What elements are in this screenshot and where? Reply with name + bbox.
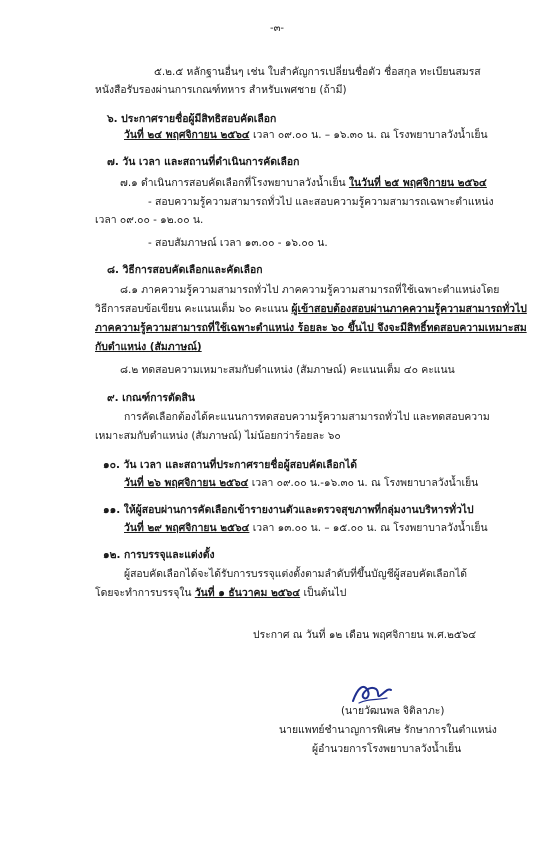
page-number: -๓- <box>269 23 285 34</box>
section-10-detail: เวลา ๐๙.๐๐ น.-๑๖.๓๐ น. ณ โรงพยาบาลวังน้ำเย็น <box>248 477 479 489</box>
section-8-line2 <box>95 302 527 316</box>
section-11-heading: ๑๑. ให้ผู้สอบผ่านการคัดเลือกเข้ารายงานตัวและตรวจสุขภาพที่กลุ่มงานบริหารทั่วไป <box>103 504 474 516</box>
announcement-date: ประกาศ ณ วันที่ ๑๒ เดือน พฤศจิกายน พ.ศ.๒๕๖๔ <box>253 629 477 641</box>
section-12-heading: ๑๒. การบรรจุและแต่งตั้ง <box>103 549 215 561</box>
section-8-text: วิธีการสอบข้อเขียน คะแนนเต็ม ๖๐ คะแนน <box>95 303 292 315</box>
section-6-date: วันที่ ๒๔ พฤศจิกายน ๒๕๖๔ <box>124 129 250 141</box>
section-7-line1 <box>120 176 487 190</box>
section-10-date: วันที่ ๒๖ พฤศจิกายน ๒๕๖๔ <box>124 477 249 489</box>
section-12-line2 <box>95 586 346 600</box>
signature-scribble <box>350 679 394 707</box>
section-7-text: ๗.๑ ดำเนินการสอบคัดเลือกที่โรงพยาบาลวังน้ำเย็น <box>120 177 349 189</box>
section-7-line3: เวลา ๐๙.๐๐ - ๑๒.๐๐ น. <box>95 214 204 226</box>
signatory-name: (นายวัฒนพล จิติลาภะ) <box>341 705 445 717</box>
section-9-heading: ๙. เกณฑ์การตัดสิน <box>107 392 195 404</box>
section-12-text: โดยจะทำการบรรจุใน <box>95 587 195 599</box>
section-12-tail: เป็นต้นไป <box>300 587 347 599</box>
section-9-line1: การคัดเลือกต้องได้คะแนนการทดสอบความรู้ความสามารถทั่วไป และทดสอบความ <box>124 411 490 423</box>
section-6-detail: เวลา ๐๙.๐๐ น. – ๑๖.๓๐ น. ณ โรงพยาบาลวังน้ำเย็น <box>249 129 488 141</box>
section-11-body <box>124 521 488 535</box>
section-11-detail: เวลา ๑๓.๐๐ น. – ๑๕.๐๐ น. ณ โรงพยาบาลวังน้ำเย็น <box>249 522 488 534</box>
section-8-requirement: ผู้เข้าสอบต้องสอบผ่านภาคความรู้ความสามารถทั่วไป <box>291 303 527 315</box>
section-7-line4: - สอบสัมภาษณ์ เวลา ๑๓.๐๐ - ๑๖.๐๐ น. <box>148 237 328 249</box>
section-8-heading: ๘. วิธีการสอบคัดเลือกและคัดเลือก <box>107 264 263 276</box>
section-8-line1: ๘.๑ ภาคความรู้ความสามารถทั่วไป ภาคความรู้ความสามารถที่ใช้เฉพาะตำแหน่งโดย <box>120 284 500 296</box>
section-12-date: วันที่ ๑ ธันวาคม ๒๕๖๔ <box>194 587 301 599</box>
signatory-position-1: นายแพทย์ชำนาญการพิเศษ รักษาการในตำแหน่ง <box>279 724 497 736</box>
section-12-line1: ผู้สอบคัดเลือกได้จะได้รับการบรรจุแต่งตั้งตามลำดับที่ขึ้นบัญชีผู้สอบคัดเลือกได้ <box>124 568 468 580</box>
section-8-line4: กับตำแหน่ง (สัมภาษณ์) <box>95 341 202 353</box>
signatory-position-2: ผู้อำนวยการโรงพยาบาลวังน้ำเย็น <box>312 743 462 755</box>
section-6-heading: ๖. ประกาศรายชื่อผู้มีสิทธิสอบคัดเลือก <box>107 113 277 125</box>
section-10-heading: ๑๐. วัน เวลา และสถานที่ประกาศรายชื่อผู้สอบคัดเลือกได้ <box>103 459 357 471</box>
section-7-date: ในวันที่ ๒๕ พฤศจิกายน ๒๕๖๔ <box>348 177 487 189</box>
section-8-line3: ภาคความรู้ความสามารถที่ใช้เฉพาะตำแหน่ง ร้อยละ ๖๐ ขึ้นไป จึงจะมีสิทธิ์ทดสอบความเหมาะสม <box>95 322 527 334</box>
section-10-body <box>124 476 478 490</box>
section-7-line2: - สอบความรู้ความสามารถทั่วไป และสอบความรู้ความสามารถเฉพาะตำแหน่ง <box>148 196 494 208</box>
section-8-line5: ๘.๒ ทดสอบความเหมาะสมกับตำแหน่ง (สัมภาษณ์) คะแนนเต็ม ๔๐ คะแนน <box>120 364 455 376</box>
section-6-body <box>124 128 488 142</box>
section-9-line2: เหมาะสมกับตำแหน่ง (สัมภาษณ์) ไม่น้อยกว่าร้อยละ ๖๐ <box>95 430 341 442</box>
item-5-2-5-line1: ๕.๒.๕ หลักฐานอื่นๆ เช่น ใบสำคัญการเปลี่ยนชื่อตัว ชื่อสกุล ทะเบียนสมรส <box>154 66 481 78</box>
item-5-2-5-line2: หนังสือรับรองผ่านการเกณฑ์ทหาร สำหรับเพศชาย (ถ้ามี) <box>95 84 347 96</box>
section-7-heading: ๗. วัน เวลา และสถานที่ดำเนินการคัดเลือก <box>107 156 300 168</box>
section-11-date: วันที่ ๒๙ พฤศจิกายน ๒๕๖๔ <box>124 522 250 534</box>
